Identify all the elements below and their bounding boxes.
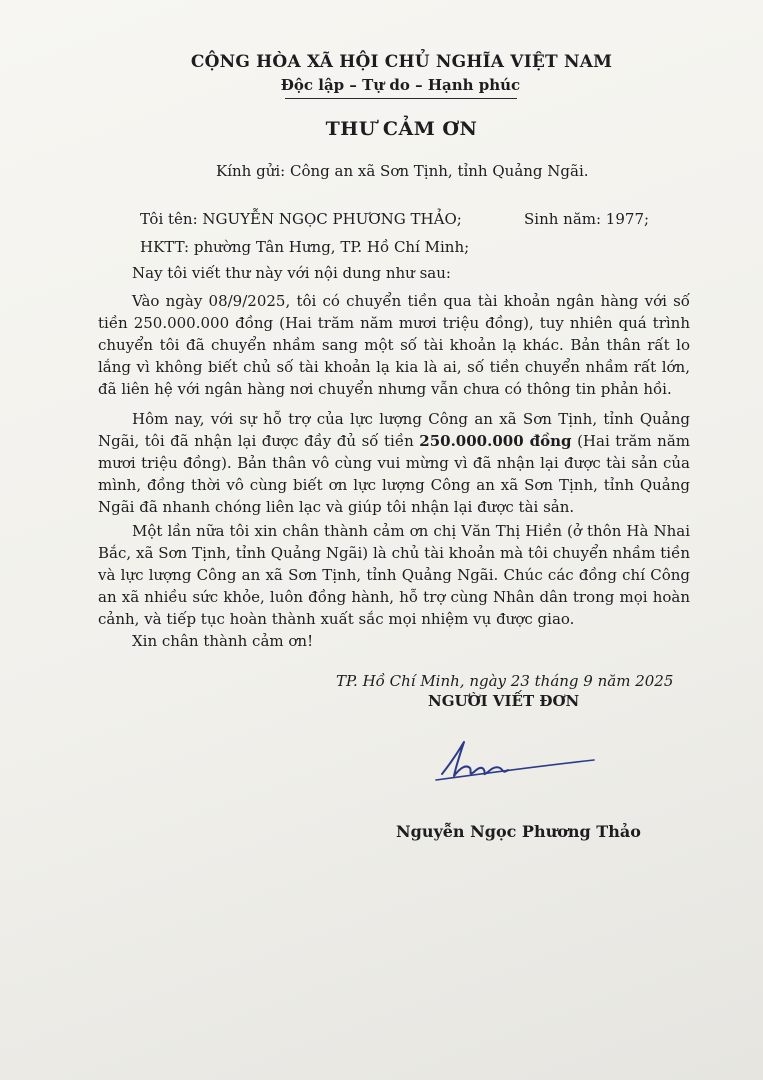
closing-line: Xin chân thành cảm ơn! — [132, 632, 314, 650]
sender-address-line: HKTT: phường Tân Hưng, TP. Hồ Chí Minh; — [140, 238, 470, 256]
motto-underline — [285, 98, 517, 99]
letter-title: THƯ CẢM ƠN — [325, 118, 478, 140]
signing-date: TP. Hồ Chí Minh, ngày 23 tháng 9 năm 2025 — [336, 672, 674, 690]
signer-name: Nguyễn Ngọc Phương Thảo — [396, 822, 641, 841]
recovery-text-end: (Hai trăm năm mươi triệu đồng). Bản thân vô cùng vui mừng vì đã nhận lại được tài sản của mình, đồng thời vô cùng biết ơn lực lượng Công an xã Sơn Tịnh, tỉnh Quảng Ngãi đã nhanh chóng liên lạc và giúp tôi nhận lại được tài sản. — [98, 432, 691, 516]
sender-name-line: Tôi tên: NGUYỄN NGỌC PHƯƠNG THẢO; — [140, 210, 462, 228]
recipient-line: Kính gửi: Công an xã Sơn Tịnh, tỉnh Quảng Ngãi. — [216, 162, 589, 180]
sender-birth-line: Sinh năm: 1977; — [524, 210, 650, 228]
national-title: CỘNG HÒA XÃ HỘI CHỦ NGHĨA VIỆT NAM — [190, 52, 613, 72]
national-motto: Độc lập – Tự do – Hạnh phúc — [280, 76, 521, 94]
paragraph-incident: Vào ngày 08/9/2025, tôi có chuyển tiền qua tài khoản ngân hàng với số tiền 250.000.000 đồng (Hai trăm năm mươi triệu đồng), tuy nhiên quá trình chuyển tôi đã chuyển nhầm sang một số tài khoản lạ khác. Bản thân rất lo lắng vì không biết chủ số tài khoản lạ kia là ai, số tiền chuyển nhầm rất lớn, đã liên hệ với ngân hàng nơi chuyển nhưng vẫn chưa có thông tin phản hồi. — [98, 292, 690, 398]
recovery-text-start: Hôm nay, với sự hỗ trợ của lực lượng Công an xã Sơn Tịnh, tỉnh Quảng Ngãi, tôi đã nhận lại được đầy đủ số tiền — [98, 410, 690, 450]
handwritten-signature — [430, 730, 600, 790]
recovered-amount: 250.000.000 đồng — [419, 432, 572, 450]
paragraph-thanks: Một lần nữa tôi xin chân thành cảm ơn chị Văn Thị Hiền (ở thôn Hà Nhai Bắc, xã Sơn Tịnh, tỉnh Quảng Ngãi) là chủ tài khoản mà tôi chuyển nhầm tiền và lực lượng Công an xã Sơn Tịnh, tỉnh Quảng Ngãi. Chúc các đồng chí Công an xã nhiều sức khỏe, luôn đồng hành, hỗ trợ cùng Nhân dân trong mọi hoàn cảnh, và tiếp tục hoàn thành xuất sắc mọi nhiệm vụ được giao. — [98, 522, 690, 628]
paragraph-recovery — [98, 408, 690, 518]
signer-role: NGƯỜI VIẾT ĐƠN — [428, 692, 580, 710]
intro-line: Nay tôi viết thư này với nội dung như sau: — [132, 264, 451, 282]
